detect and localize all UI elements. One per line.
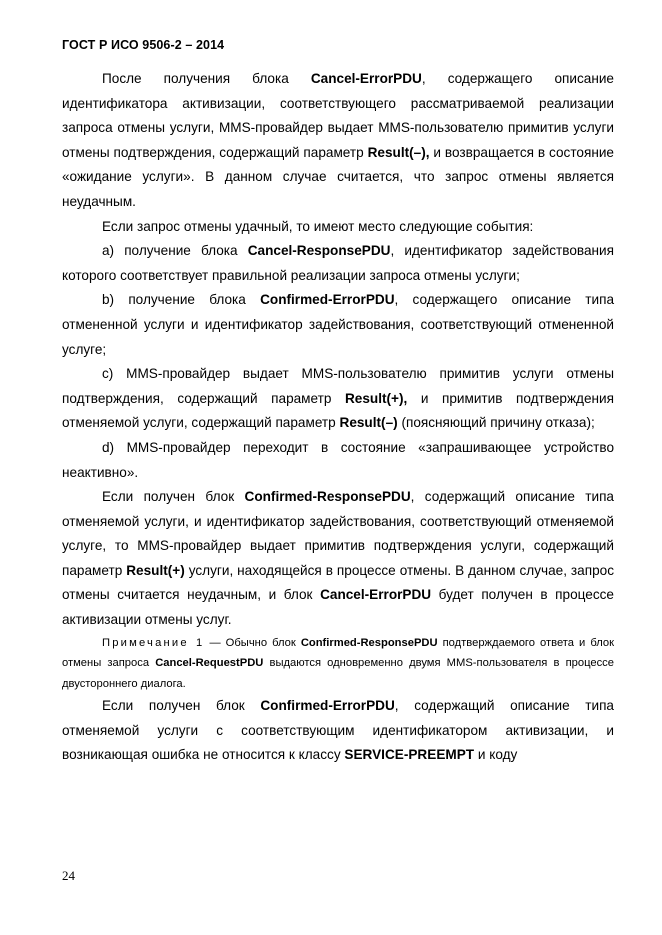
pdu-name: Confirmed-ErrorPDU (260, 292, 395, 308)
paragraph-confirmed-response (62, 485, 614, 633)
pdu-name: Cancel-ErrorPDU (310, 71, 422, 86)
parameter-name: Result(+) (126, 562, 185, 578)
text: b) получение блока (102, 292, 261, 308)
text: a) получение блока (102, 243, 248, 259)
pdu-name: Cancel-ResponsePDU (247, 243, 391, 259)
pdu-name: Confirmed-ResponsePDU (244, 489, 411, 505)
text: и коду (474, 747, 518, 763)
text: Если получен блок (102, 489, 245, 505)
text: , содержащий описание типа отменяемой услуги, и идентификатор задействования, соответствующий отменяемой услуге, то MMS-провайдер выдает примитив подтверждения услуги, содержащий параметр (62, 489, 614, 578)
text: будет получен в процессе активизации отмены услуг. (62, 587, 614, 628)
text: — Обычно блок (204, 636, 301, 649)
pdu-name: Cancel-RequestPDU (155, 657, 264, 670)
note-1 (62, 633, 614, 695)
text: и возвращается в состояние «ожидание услуги». В данном случае считается, что запрос отмены является неудачным. (62, 144, 614, 209)
text: подтверждаемого ответа и блок отмены запроса (62, 636, 615, 670)
text: Если запрос отмены удачный, то имеют место следующие события: (102, 218, 534, 234)
note-label: Примечание 1 (102, 636, 205, 649)
text: Если получен блок (102, 698, 261, 714)
text: , содержащего описание типа отмененной услуги и идентификатор задействования, соответствующий отмененной услуге; (62, 292, 614, 357)
text: , содержащего описание идентификатора активизации, соответствующего рассматриваемой реализации запроса отмены услуги, MMS-провайдер выдает MMS-пользователю примитив услуги отмены подтверждения, содержащий параметр (62, 71, 614, 160)
text: и примитив подтверждения отменяемой услуги, содержащий параметр (62, 390, 614, 431)
paragraph-cancel-error (62, 67, 614, 215)
paragraph-success-intro (62, 215, 614, 240)
document-body (62, 67, 614, 768)
page-number: 24 (62, 868, 75, 883)
pdu-name: Confirmed-ResponsePDU (300, 636, 438, 649)
text: d) MMS-провайдер переходит в состояние «запрашивающее устройство неактивно». (62, 439, 614, 480)
parameter-name: Result(+), (344, 390, 408, 406)
list-item-a (62, 239, 614, 288)
list-item-c (62, 362, 614, 436)
text: выдаются одновременно двумя MMS-пользователя в процессе двустороннего диалога. (62, 657, 614, 690)
parameter-name: Result(–), (367, 144, 430, 160)
list-item-d (62, 436, 614, 485)
text: , идентификатор задействования которого соответствует правильной реализации запроса отмены услуги; (62, 243, 614, 283)
text: c) MMS-провайдер выдает MMS-пользователю примитив услуги отмены подтверждения, содержащий параметр (62, 366, 614, 406)
page-header: ГОСТ Р ИСО 9506-2 – 2014 (62, 38, 225, 52)
text: После получения блока (102, 71, 311, 86)
pdu-name: Cancel-ErrorPDU (320, 587, 432, 603)
parameter-name: Result(–) (339, 415, 398, 431)
text: (поясняющий причину отказа); (397, 415, 595, 431)
text: , содержащий описание типа отменяемой услуги с соответствующим идентификатором активизации, и возникающая ошибка не относится к классу (62, 698, 614, 763)
error-class: SERVICE-PREEMPT (344, 747, 475, 763)
pdu-name: Confirmed-ErrorPDU (260, 698, 395, 714)
text: услуги, находящейся в процессе отмены. В данном случае, запрос отмены считается неудачным, и блок (62, 562, 614, 603)
paragraph-confirmed-error (62, 694, 614, 768)
list-item-b (62, 288, 614, 362)
